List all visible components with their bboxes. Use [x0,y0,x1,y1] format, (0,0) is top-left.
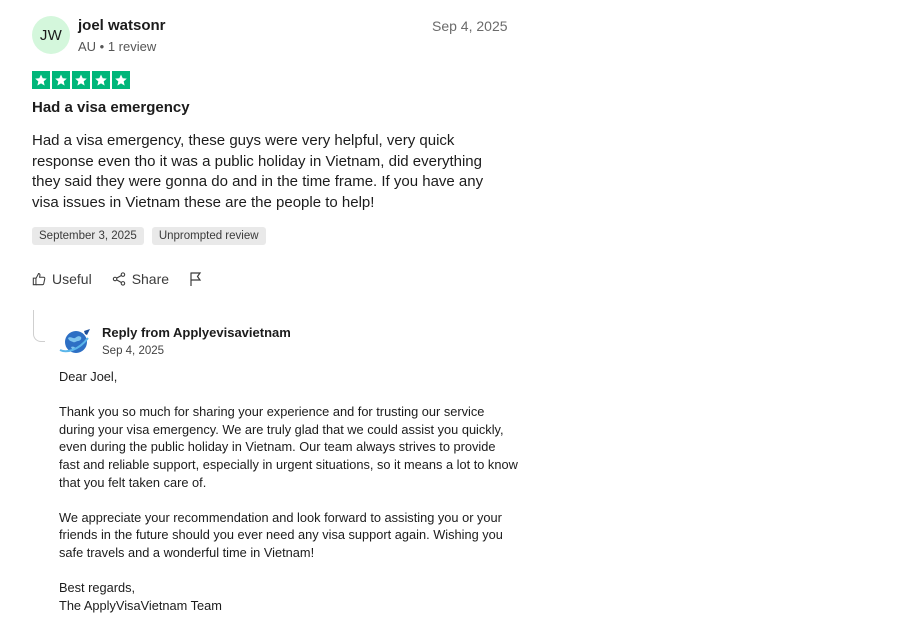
flag-icon [189,271,203,287]
share-label: Share [131,271,170,287]
reply-connector [33,310,45,342]
useful-button[interactable] [32,271,92,287]
reply-greeting: Dear Joel, [59,369,118,384]
reply-signoff: Best regards, [59,580,136,596]
star-icon [72,71,90,89]
star-icon [112,71,130,89]
unprompted-review-tag[interactable]: Unprompted review [152,227,266,245]
useful-label: Useful [52,271,92,287]
reply-signature: The ApplyVisaVietnam Team [59,597,222,613]
share-button[interactable] [112,271,169,287]
reviewer-name[interactable]: joel watsonr [78,17,166,34]
review-body: Had a visa emergency, these guys were very helpful, very quick response even tho it was a public holiday in Vietnam, did everything they said they were gonna do and in the time frame. If you have any visa issues in Vietnam these are the people to help! [32,132,484,211]
thumbs-up-icon [32,272,46,286]
star-icon [32,71,50,89]
reviewer-avatar[interactable]: JW [32,16,70,54]
company-logo-icon [58,325,92,357]
reply-date: Sep 4, 2025 [102,345,165,357]
review-tags [32,227,266,245]
reply-text [59,368,519,614]
star-icon [92,71,110,89]
review-title[interactable]: Had a visa emergency [32,99,190,116]
reply-paragraph: Thank you so much for sharing your experience and for trusting our service during your visa emergency. We are truly glad that we could assist you quickly, even during the public holiday in Vietnam. Our team always strives to provide fast and reliable support, especially in urgent situations, so it means a lot to know that you felt taken care of. [59,404,518,490]
share-icon [112,272,126,286]
reply-from: Reply from Applyevisavietnam [102,325,291,340]
review-date: Sep 4, 2025 [432,18,508,34]
reviewer-meta: AU • 1 review [78,39,157,54]
review-actions [32,271,229,287]
star-icon [52,71,70,89]
report-button[interactable] [189,271,209,287]
reply-paragraph: We appreciate your recommendation and look forward to assisting you or your friends in the future should you ever need any visa support again. Wishing you safe travels and a wonderful time in Vietnam! [59,509,503,560]
experience-date-tag: September 3, 2025 [32,227,144,245]
star-rating [32,71,130,89]
